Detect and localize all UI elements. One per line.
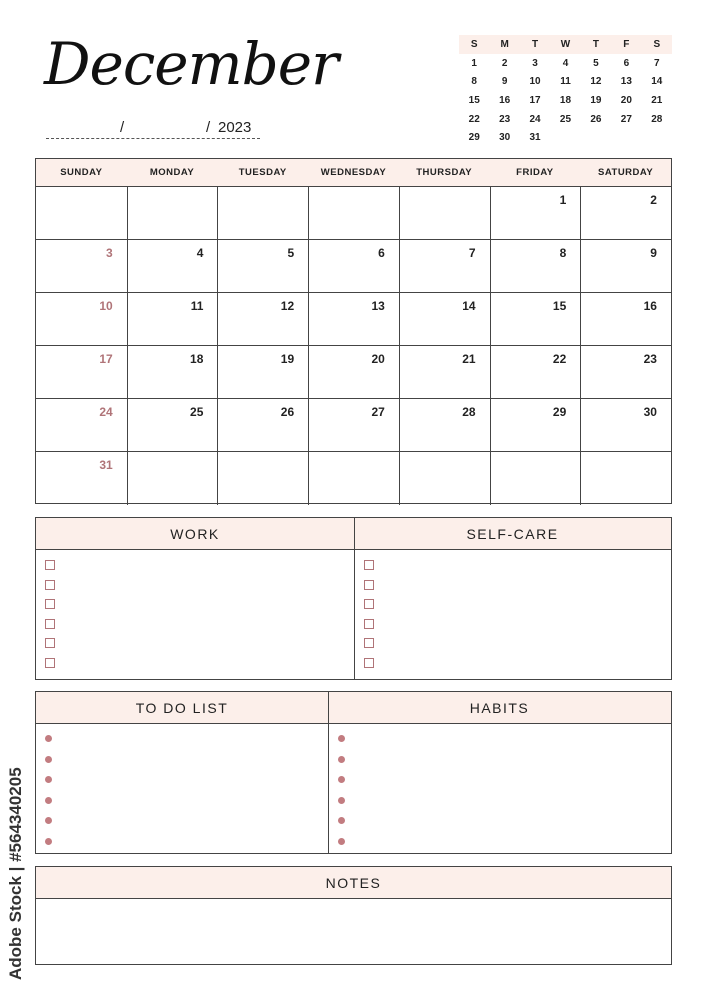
weekday-header: TUESDAY — [217, 159, 309, 187]
mini-day: 6 — [623, 57, 630, 69]
day-cell[interactable]: 21 — [399, 346, 491, 399]
bullet-dot — [338, 838, 345, 845]
day-cell[interactable] — [217, 187, 309, 240]
mini-week-row — [459, 128, 672, 147]
todo-habits-section — [35, 691, 672, 854]
day-cell[interactable]: 30 — [580, 399, 671, 452]
work-selfcare-section — [35, 517, 672, 680]
bullet-dot — [338, 756, 345, 763]
mini-weekday: F — [623, 38, 630, 50]
day-cell[interactable]: 17 — [36, 346, 128, 399]
day-cell[interactable] — [217, 452, 309, 505]
day-cell[interactable]: 10 — [36, 293, 128, 346]
day-cell[interactable] — [36, 187, 128, 240]
day-cell[interactable]: 3 — [36, 240, 128, 293]
day-cell[interactable]: 26 — [217, 399, 309, 452]
day-cell[interactable] — [399, 187, 491, 240]
mini-weekday: T — [592, 38, 599, 50]
bullet-dot — [338, 797, 345, 804]
day-cell[interactable]: 1 — [490, 187, 582, 240]
mini-week-row — [459, 72, 672, 91]
bullet-dot — [45, 735, 52, 742]
mini-day: 1 — [471, 57, 477, 69]
weekday-header: FRIDAY — [490, 159, 582, 187]
day-cell[interactable]: 31 — [36, 452, 128, 505]
month-title: December — [44, 30, 338, 98]
mini-day: 29 — [468, 132, 480, 144]
day-cell[interactable]: 2 — [580, 187, 671, 240]
day-cell[interactable]: 19 — [217, 346, 309, 399]
bullet-dot — [338, 776, 345, 783]
checkbox[interactable] — [364, 580, 374, 590]
mini-day: 5 — [593, 57, 599, 69]
mini-calendar — [459, 35, 672, 147]
day-cell[interactable]: 15 — [490, 293, 582, 346]
day-cell[interactable]: 23 — [580, 346, 671, 399]
mini-day: 3 — [532, 57, 538, 69]
day-cell[interactable]: 18 — [127, 346, 219, 399]
bullet-dot — [338, 735, 345, 742]
checkbox[interactable] — [45, 638, 55, 648]
mini-day: 12 — [590, 76, 602, 88]
mini-day: 27 — [620, 113, 632, 125]
mini-day: 26 — [590, 113, 602, 125]
checkbox[interactable] — [45, 619, 55, 629]
checkbox[interactable] — [45, 599, 55, 609]
day-cell[interactable]: 25 — [127, 399, 219, 452]
day-cell[interactable] — [308, 187, 400, 240]
mini-day: 7 — [654, 57, 660, 69]
checkbox[interactable] — [364, 638, 374, 648]
day-cell[interactable] — [127, 187, 219, 240]
bullet-dot — [45, 817, 52, 824]
checkbox[interactable] — [364, 658, 374, 668]
checkbox[interactable] — [364, 619, 374, 629]
mini-day: 31 — [529, 132, 541, 144]
habits-header: HABITS — [328, 692, 671, 724]
day-cell[interactable] — [308, 452, 400, 505]
day-cell[interactable]: 11 — [127, 293, 219, 346]
date-separator: / — [120, 119, 125, 136]
mini-day: 2 — [501, 57, 508, 69]
weekday-header: SUNDAY — [36, 159, 128, 187]
mini-day: 24 — [529, 113, 541, 125]
mini-day: 22 — [468, 113, 480, 125]
mini-week-row — [459, 54, 672, 73]
day-cell[interactable]: 13 — [308, 293, 400, 346]
mini-day: 18 — [559, 94, 572, 106]
day-cell[interactable] — [127, 452, 219, 505]
day-cell[interactable] — [490, 452, 582, 505]
mini-weekday: W — [560, 38, 571, 50]
day-cell[interactable]: 22 — [490, 346, 582, 399]
mini-day: 10 — [529, 76, 541, 88]
date-separator: / — [206, 119, 211, 136]
mini-day: 21 — [651, 94, 663, 106]
day-cell[interactable]: 29 — [490, 399, 582, 452]
day-cell[interactable]: 12 — [217, 293, 309, 346]
date-line[interactable] — [46, 116, 260, 139]
bullet-dot — [45, 797, 52, 804]
checkbox[interactable] — [364, 599, 374, 609]
mini-day: 30 — [499, 132, 511, 144]
day-cell[interactable] — [399, 452, 491, 505]
mini-day: 16 — [499, 94, 511, 106]
mini-weekday: S — [470, 38, 478, 50]
day-cell[interactable]: 16 — [580, 293, 671, 346]
month-calendar-grid — [35, 158, 672, 504]
day-cell[interactable]: 20 — [308, 346, 400, 399]
checkbox[interactable] — [45, 658, 55, 668]
bullet-dot — [45, 776, 52, 783]
mini-day: 14 — [651, 76, 663, 88]
mini-weekday: T — [532, 38, 539, 50]
mini-day: 11 — [560, 76, 571, 88]
mini-day: 28 — [651, 113, 663, 125]
day-cell[interactable]: 27 — [308, 399, 400, 452]
mini-weekday: S — [653, 38, 661, 50]
notes-section — [35, 866, 672, 965]
mini-day: 20 — [620, 94, 632, 106]
self-care-header: SELF-CARE — [354, 518, 671, 550]
mini-day: 13 — [620, 76, 632, 88]
mini-week-row — [459, 110, 672, 129]
weekday-header: WEDNESDAY — [308, 159, 400, 187]
mini-week-row — [459, 91, 672, 110]
mini-weekday-row — [459, 35, 672, 54]
day-cell[interactable]: 14 — [399, 293, 491, 346]
mini-day: 9 — [501, 76, 508, 88]
day-cell[interactable]: 28 — [399, 399, 491, 452]
checkbox[interactable] — [45, 560, 55, 570]
weekday-header: SATURDAY — [580, 159, 671, 187]
bullet-dot — [45, 756, 52, 763]
checkbox[interactable] — [364, 560, 374, 570]
checkbox[interactable] — [45, 580, 55, 590]
mini-day: 15 — [468, 94, 480, 106]
day-cell[interactable]: 4 — [127, 240, 219, 293]
bullet-dot — [338, 817, 345, 824]
mini-day: 8 — [471, 76, 477, 88]
day-cell[interactable] — [580, 452, 671, 505]
day-cell[interactable]: 8 — [490, 240, 582, 293]
mini-day: 17 — [529, 94, 541, 106]
watermark: Adobe Stock | #564340205 — [6, 767, 25, 980]
weekday-header: MONDAY — [127, 159, 219, 187]
day-cell[interactable]: 9 — [580, 240, 671, 293]
mini-day: 25 — [559, 113, 572, 125]
work-header: WORK — [36, 518, 354, 550]
day-cell[interactable]: 6 — [308, 240, 400, 293]
mini-day: 4 — [562, 57, 569, 69]
day-cell[interactable]: 24 — [36, 399, 128, 452]
mini-weekday: M — [500, 38, 509, 50]
bullet-dot — [45, 838, 52, 845]
weekday-header: THURSDAY — [399, 159, 491, 187]
mini-day: 23 — [499, 113, 511, 125]
day-cell[interactable]: 5 — [217, 240, 309, 293]
mini-day: 19 — [590, 94, 602, 106]
todo-header: TO DO LIST — [36, 692, 328, 724]
day-cell[interactable]: 7 — [399, 240, 491, 293]
notes-header: NOTES — [36, 867, 671, 899]
year-label: 2023 — [218, 119, 252, 136]
